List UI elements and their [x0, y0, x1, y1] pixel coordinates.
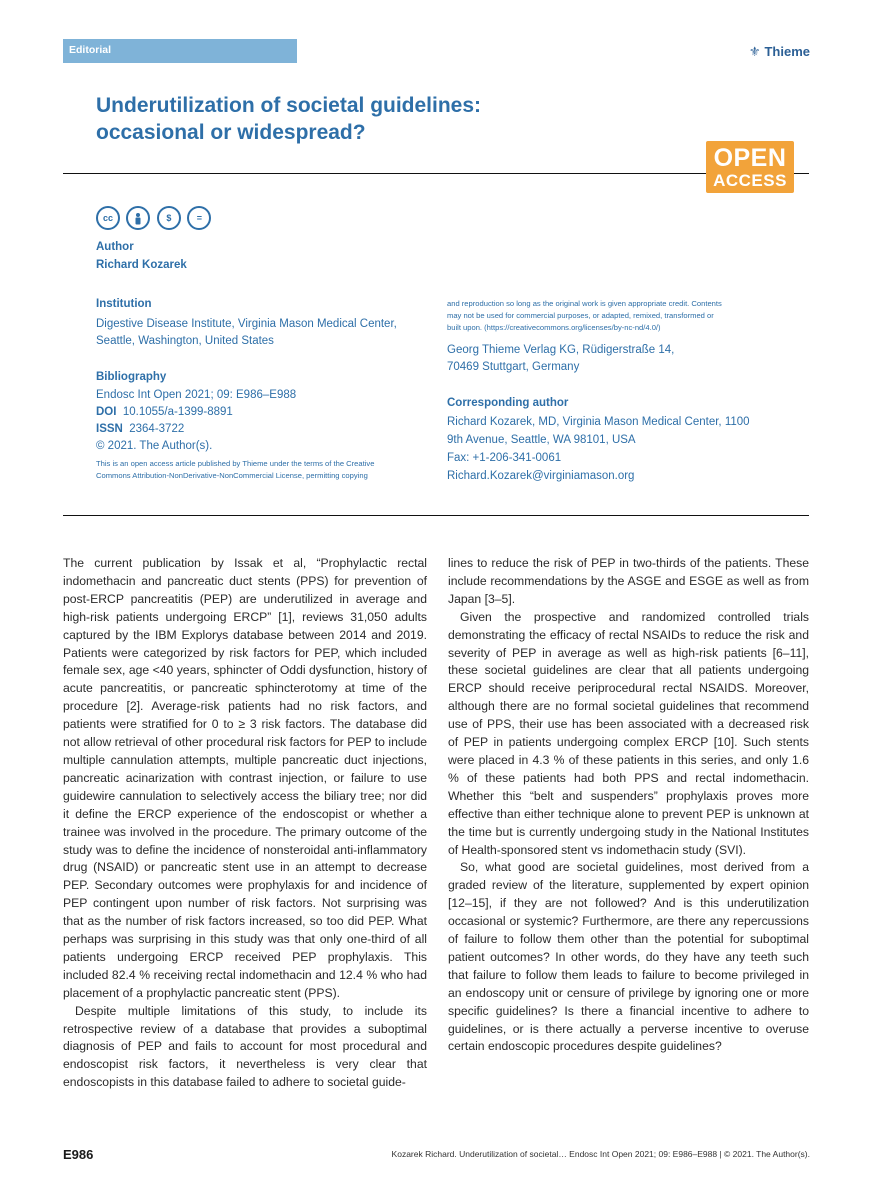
paragraph: lines to reduce the risk of PEP in two-thirds of the patients. These include recommendations by the ASGE and ESGE as well as from Japan [3–5]. — [448, 556, 809, 606]
page-number: E986 — [63, 1147, 94, 1162]
section-band — [63, 39, 297, 63]
article-title: Underutilization of societal guidelines: occasional or widespread? — [96, 94, 482, 144]
doi-label: DOI — [96, 406, 117, 418]
body-left-column — [63, 555, 427, 1092]
open-access-badge — [706, 141, 794, 193]
corresponding-label: Corresponding author — [447, 397, 569, 409]
issn-row — [96, 421, 184, 438]
paragraph: The current publication by Issak et al, “Prophylactic rectal indomethacin and pancreatic duct stents (PPS) for prevention of post-ERCP pancreatitis (PEP) are underutilized in average and high-risk patients undergoing ERCP” [1], reviews 31,050 adults captured by the IBM Explorys database between 2014 and 2019. Patients were categorized by risk factors for PEP, which included female sex, age <40 years, sphincter of Oddi dysfunction, history of acute pancreatitis, or pancreatic sphincterotomy at time of the procedure [2]. Average-risk patients had no risk factors, and patients were stratified for 0 to ≥ 3 risk factors. The database did not allow retrieval of other procedural risk factors for PEP to include multiple cannulation attempts, multiple pancreatic duct injections, pancreatic acinarization with contrast injection, or failure to use guidewire cannulation to selectively access the biliary tree; nor did it define the ERCP experience of the endoscopist or whether a trainee was involved in the procedure. The primary outcome of the study was to define the incidence of nonsteroidal anti-inflammatory drug (NSAID) or pancreatic stent use in an attempt to decrease PEP. Secondary outcomes were prophylaxis for and incidence of PEP contingent upon number of risk factors. Not surprising was that as the number of risk factors increased, so too did PEP. What perhaps was surprising in this study was that only one-third of all patients undergoing ERCP received PEP prophylaxis. This included 82.4 % receiving rectal indomethacin and 12.4 % who had placement of a prophylactic pancreatic stent (PPS). — [63, 556, 427, 1000]
publisher-logo — [749, 44, 810, 60]
publisher-address2: 70469 Stuttgart, Germany — [447, 361, 580, 373]
issn-label: ISSN — [96, 423, 123, 435]
institution-line2: Seattle, Washington, United States — [96, 335, 274, 347]
institution-label: Institution — [96, 298, 152, 310]
paragraph: Despite multiple limitations of this study, to include its retrospective review of a database that provides a suboptimal diagnosis of PEP and fails to account for most procedural and endoscopist risk factors, it nevertheless is very clear that endoscopists in this database failed to adhere to societal guide- — [63, 1003, 427, 1090]
license-icons — [96, 206, 213, 230]
footer-citation: Kozarek Richard. Underutilization of societal… Endosc Int Open 2021; 09: E986–E988 | © 2021. The Author(s). — [391, 1149, 810, 1159]
license-url[interactable]: built upon. (https://creativecommons.org/licenses/by-nc-nd/4.0/) — [447, 323, 661, 332]
body-right-column — [448, 555, 809, 1056]
noncommercial-icon: $ — [157, 206, 181, 230]
open-access-bottom: ACCESS — [713, 171, 787, 190]
author-name: Richard Kozarek — [96, 259, 187, 271]
author-label: Author — [96, 241, 134, 253]
divider — [63, 515, 809, 516]
license-line1: This is an open access article published by Thieme under the terms of the Creative — [96, 459, 375, 468]
biblio-journal: Endosc Int Open 2021; 09: E986–E988 — [96, 389, 297, 401]
corr-line1: Richard Kozarek, MD, Virginia Mason Medical Center, 1100 — [447, 416, 750, 428]
license-line4: may not be used for commercial purposes, or adapted, remixed, transformed or — [447, 311, 714, 320]
bibliography-label: Bibliography — [96, 371, 167, 383]
paragraph: So, what good are societal guidelines, most derived from a graded review of the literature, supplemented by expert opinion [12–15], if they are not followed? And is this underutilization occasional or systemic? Furthermore, are there any repercussions of failure to follow them other than the potential for suboptimal patient outcomes? In other words, do they have any teeth such that failure to follow them leads to failure to become privileged in an endoscopy unit or censure of privilege by ignoring one or more specific guidelines? Is there a financial incentive to adhere to guidelines, or is there actually a perverse incentive to overuse certain endoscopic procedures despite guidelines? — [448, 860, 809, 1054]
copyright: © 2021. The Author(s). — [96, 440, 213, 452]
doi-value[interactable]: 10.1055/a-1399-8891 — [122, 406, 233, 418]
open-access-top: OPEN — [713, 144, 787, 172]
license-line2: Commons Attribution-NonDerivative-NonCommercial License, permitting copying — [96, 471, 368, 480]
paragraph: Given the prospective and randomized controlled trials demonstrating the efficacy of rectal NSAIDs to reduce the risk and severity of PEP in average as well as high-risk patients [6–11], these societal guidelines are clear that all patients undergoing ERCP should receive periprocedural rectal NSAIDS. Moreover, although there are no formal societal guidelines that recommend use of PPS, their use has been associated with a decreased risk of PEP in patients undergoing complex ERCP [10]. Such stents were placed in 4.3 % of these patients in this series, and only 1.6 % of these patients had both PPS and rectal indomethacin. Whether this “belt and suspenders” prophylaxis proves more effective than either technique alone to prevent PEP is unknown at the time but is currently undergoing study in the National Institutes of Health-sponsored stent vs indomethacin study (SVI). — [448, 609, 809, 857]
divider — [63, 173, 809, 174]
thieme-crest-icon: ⚜ — [748, 44, 761, 59]
corr-line2: 9th Avenue, Seattle, WA 98101, USA — [447, 434, 636, 446]
doi-row — [96, 404, 233, 421]
section-label: Editorial — [69, 44, 112, 56]
publisher-name: Thieme — [764, 44, 810, 59]
corr-fax: Fax: +1-206-341-0061 — [447, 452, 562, 464]
license-line3: and reproduction so long as the original work is given appropriate credit. Contents — [447, 299, 722, 308]
publisher-address1: Georg Thieme Verlag KG, Rüdigerstraße 14, — [447, 344, 675, 356]
issn-value: 2364-3722 — [129, 423, 185, 435]
by-person-icon — [126, 206, 150, 230]
noderivs-icon: = — [187, 206, 211, 230]
institution-line1: Digestive Disease Institute, Virginia Mason Medical Center, — [96, 318, 397, 330]
cc-icon: cc — [96, 206, 120, 230]
corr-email[interactable]: Richard.Kozarek@virginiamason.org — [447, 470, 635, 482]
